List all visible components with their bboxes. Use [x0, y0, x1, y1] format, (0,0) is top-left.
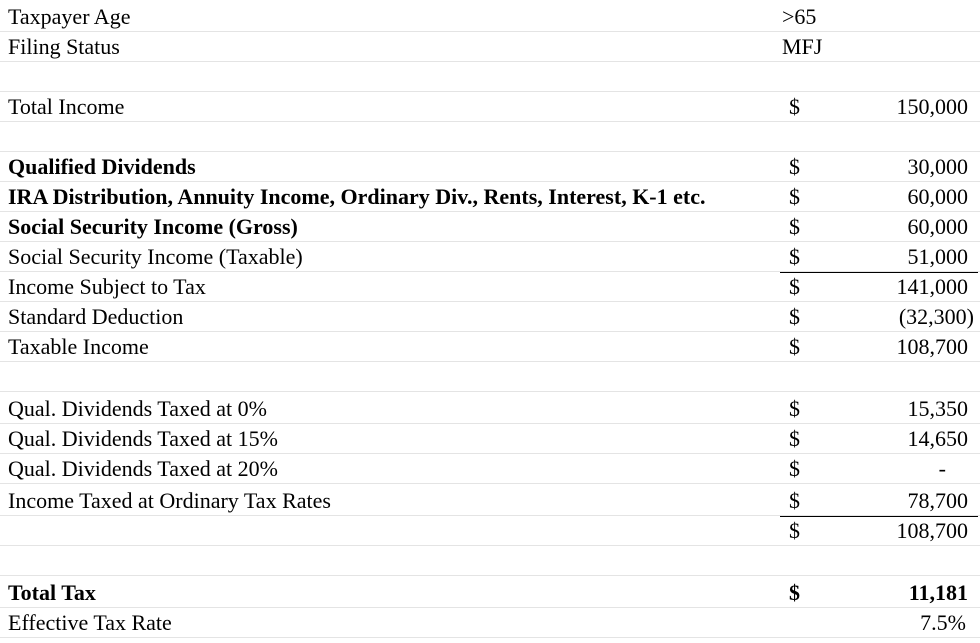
row-total-tax — [0, 578, 980, 608]
row-qualified-dividends — [0, 152, 980, 182]
row-amount: 60,000 — [907, 184, 968, 209]
row-amount: 14,650 — [907, 426, 968, 451]
row-label: Income Subject to Tax — [8, 274, 206, 299]
row-subtotal — [0, 516, 980, 546]
row-amount: - — [938, 456, 946, 481]
dollar-sign: $ — [789, 154, 800, 179]
dollar-sign: $ — [789, 94, 800, 119]
row-label: Income Taxed at Ordinary Tax Rates — [8, 488, 331, 513]
row-qual-div-20 — [0, 454, 980, 484]
row-amount: 78,700 — [907, 488, 968, 513]
row-label: Qual. Dividends Taxed at 20% — [8, 456, 278, 481]
row-amount: 11,181 — [908, 580, 968, 605]
row-label: Total Tax — [8, 580, 96, 605]
row-taxable-income — [0, 332, 980, 362]
row-label: Qual. Dividends Taxed at 0% — [8, 396, 267, 421]
row-qual-div-0 — [0, 394, 980, 424]
row-label: Taxable Income — [8, 334, 149, 359]
row-label: Taxpayer Age — [8, 4, 131, 29]
row-value: >65 — [782, 4, 817, 29]
sum-rule — [780, 516, 978, 517]
row-blank — [0, 62, 980, 92]
row-amount: 141,000 — [896, 274, 968, 299]
dollar-sign: $ — [789, 396, 800, 421]
row-qual-div-15 — [0, 424, 980, 454]
row-label: Standard Deduction — [8, 304, 184, 329]
row-amount: 15,350 — [907, 396, 968, 421]
row-amount: 51,000 — [907, 244, 968, 269]
row-blank — [0, 122, 980, 152]
row-amount: 150,000 — [896, 94, 968, 119]
row-social-security-taxable — [0, 242, 980, 272]
row-amount: 7.5% — [920, 610, 966, 635]
row-label: IRA Distribution, Annuity Income, Ordinary Div., Rents, Interest, K-1 etc. — [8, 184, 706, 209]
dollar-sign: $ — [789, 518, 800, 543]
dollar-sign: $ — [789, 274, 800, 299]
dollar-sign: $ — [789, 456, 800, 481]
dollar-sign: $ — [789, 244, 800, 269]
row-blank — [0, 546, 980, 576]
row-ira-distribution — [0, 182, 980, 212]
row-label: Social Security Income (Taxable) — [8, 244, 303, 269]
row-label: Filing Status — [8, 34, 120, 59]
dollar-sign: $ — [789, 304, 800, 329]
row-label: Qual. Dividends Taxed at 15% — [8, 426, 278, 451]
row-blank — [0, 362, 980, 392]
dollar-sign: $ — [789, 488, 800, 513]
row-amount: (32,300) — [898, 304, 974, 329]
row-income-subject-to-tax — [0, 272, 980, 302]
row-label: Effective Tax Rate — [8, 610, 172, 635]
row-ordinary-income — [0, 486, 980, 516]
row-amount: 60,000 — [907, 214, 968, 239]
row-effective-tax-rate — [0, 608, 980, 638]
dollar-sign: $ — [789, 214, 800, 239]
dollar-sign: $ — [789, 426, 800, 451]
dollar-sign: $ — [789, 334, 800, 359]
row-taxpayer-age — [0, 2, 980, 32]
dollar-sign: $ — [789, 184, 800, 209]
row-label: Qualified Dividends — [8, 154, 196, 179]
row-amount: 108,700 — [896, 518, 968, 543]
row-social-security-gross — [0, 212, 980, 242]
row-filing-status — [0, 32, 980, 62]
sum-rule — [780, 272, 978, 273]
row-label: Total Income — [8, 94, 125, 119]
dollar-sign: $ — [789, 580, 800, 605]
row-label: Social Security Income (Gross) — [8, 214, 298, 239]
row-total-income — [0, 92, 980, 122]
row-amount: 108,700 — [896, 334, 968, 359]
row-standard-deduction — [0, 302, 980, 332]
row-value: MFJ — [782, 34, 823, 59]
row-amount: 30,000 — [907, 154, 968, 179]
